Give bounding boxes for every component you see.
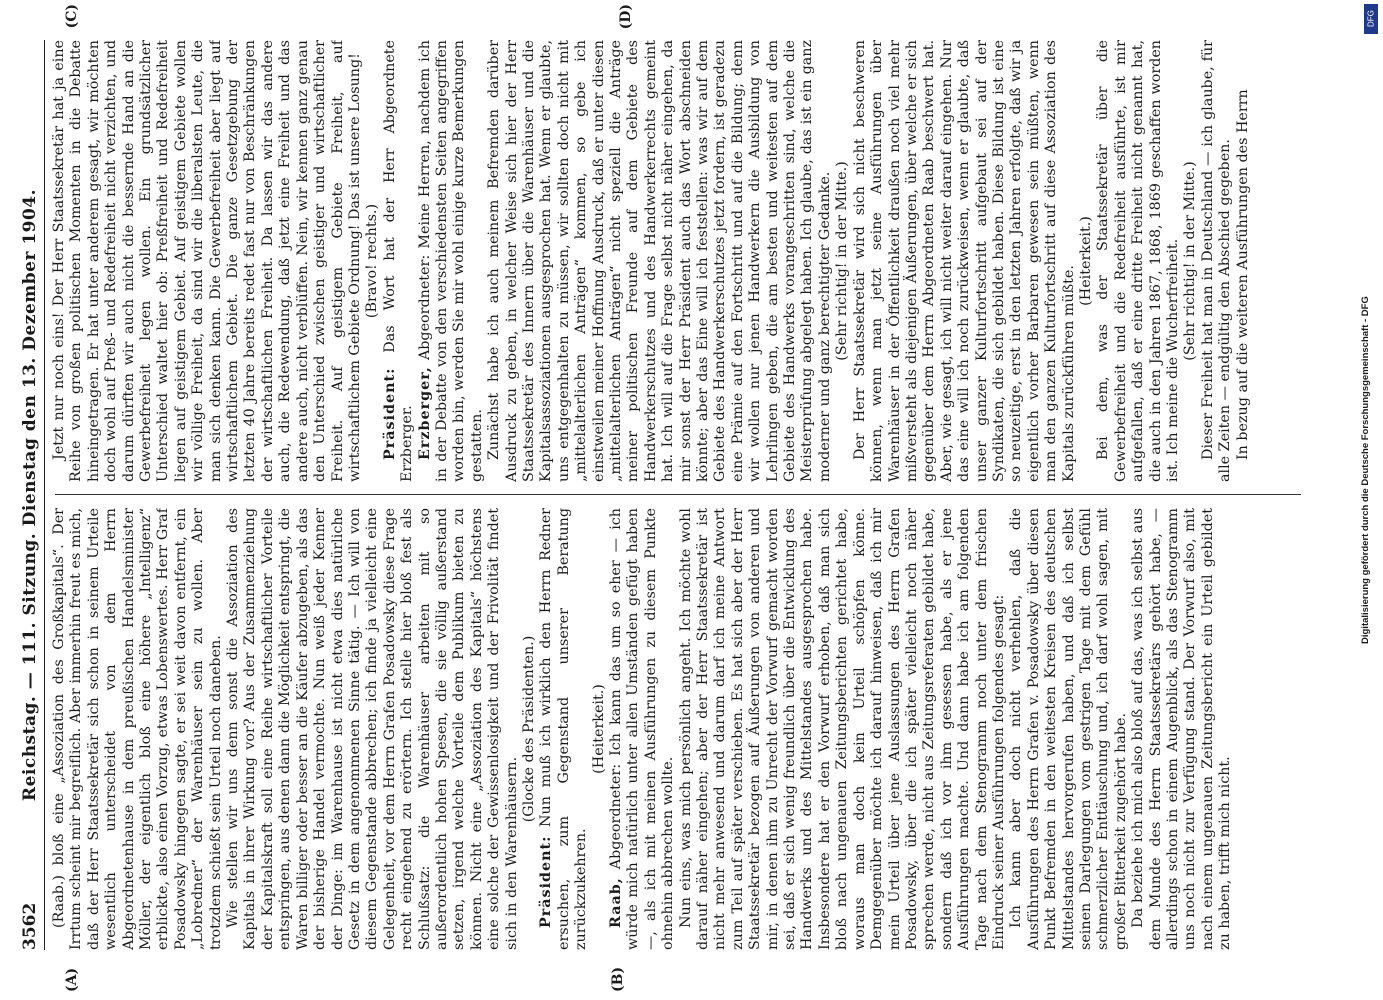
margin-mark-a: (A) (64, 967, 80, 992)
paragraph-text: Bei dem, was der Staatssekretär über die Gewerbefreiheit und die Redefreiheit ausführte, ist mir aufgefallen, daß er eine dritte Freiheit nicht genannt hat, die auch in den Jahren 1867, 1868, 1869 geschaffen worden ist. Ich meine die Wucherfreiheit. (1095, 40, 1181, 482)
paragraph (1182, 40, 1199, 482)
paragraph (1235, 40, 1252, 482)
paragraph-text: (Sehr richtig! in der Mitte.) (834, 161, 851, 361)
paragraph-text: Dieser Freiheit hat man in Deutschland — ich glaube, für alle Zeiten — endgültig den Abschied gegeben. (1199, 40, 1234, 482)
paragraph (521, 508, 538, 950)
paragraph-text: In bezug auf die weiteren Ausführungen des Herrn (1234, 89, 1251, 460)
paragraph (1095, 40, 1182, 482)
paragraph (51, 40, 364, 482)
paragraph-text: Das Wort hat der Herr Abgeordnete Erzberger. (381, 40, 416, 482)
paragraph-text: Wie stellen wir uns denn sonst die Assoziation des Kapitals in ihrer Wirkung vor? Aus der Zusammenziehung der Kapitalskraft soll eine Reihe wirtschaftlicher Vorteile entspringen, aus denen dann die Möglichkeit entspringt, die Waren billiger oder besser an die Käufer abzugeben, als das der bisherige Handel vermochte. Nun weiß jeder Kenner der Dinge: im Warenhause ist nicht etwa dies natürliche Gesetz in dem angenommenen Sinne tätig. — Ich will von diesem Gegenstande abbrechen; ich finde ja vielleicht eine Gelegenheit, vor dem Herrn Grafen Posadowsky diese Frage recht eingehend zu erörtern. Ich stelle hier bloß fest als Schlußsatz: die Warenhäuser arbeiten mit so außerordentlich hohen Spesen, die sie völlig außerstand setzen, irgend welche Vorteile dem Publikum bieten zu können. Nicht eine „Assoziation des Kapitals“ höchstens eine solche der Gewissenlosigkeit und der Frivolität findet sich in den Warenhäusern. (225, 508, 520, 950)
paragraph-text: Zunächst habe ich auch meinem Befremden darüber Ausdruck zu geben, in welcher Weise sich hier der Herr Staatssekretär des Innern über die Warenhäuser und die Kapitalsassoziationen ausgesprochen hat. Wenn er glaubte, uns entgegenhalten zu müssen, wir sollten doch nicht mit „mittelalterlichen Anträgen“ kommen, so gebe ich einstweilen meiner Hoffnung Ausdruck, daß er unter diesen „mittelalterlichen Anträgen“ nicht speziell die Anträge meiner politischen Freunde auf dem Gebiete des Handwerkerschutzes und des Handwerkerrechts gemeint hat. Ich will auf die Frage selbst nicht näher eingehen, da mir sonst der Herr Präsident auch das Wort abschneiden könnte; aber das Eine will ich feststellen: was wir auf dem Gebiete des Handwerkerschutzes jetzt fordern, ist geradezu eine Prämie auf den Fortschritt und auf die Bildung; denn wir wollen nur jenen Handwerkern die Ausbildung von Lehrlingen geben, die am besten und weitesten auf dem Gebiete des Handwerks vorangeschritten sind, welche die Meisterprüfung abgelegt haben. Ich glaube, das ist ein ganz moderner und ganz berechtigter Gedanke. (486, 40, 833, 482)
paragraph-text: Jetzt nur noch eins! Der Herr Staatssekretär hat ja eine Reihe von großen politischen Momenten in die Debatte hineingetragen. Er hat unter anderem gesagt, wir möchten doch wohl auf Preß- und Redefreiheit nicht verzichten, und darum dürften wir auch nicht die bessernde Hand an die Gewerbefreiheit legen wollen. Ein grundsätzlicher Unterschied waltet hier ob: Preßfreiheit und Redefreiheit liegen auf geistigem Gebiet. Auf geistigem Gebiete wollen wir völlige Freiheit, da sind wir die liberalsten Leute, die man sich denken kann. Die Gewerbefreiheit aber liegt auf wirtschaftlichem Gebiet. Die ganze Gesetzgebung der letzten 40 Jahre bereits redet fast nur von Beschränkungen der wirtschaftlichen Freiheit. Da lassen wir das andere auch, die Redewendung, daß jetzt eine Freiheit und das andere auch, nicht verblüffen. Nein, wir kennen ganz genau den Unterschied zwischen geistiger und wirtschaftlicher Freiheit. Auf geistigem Gebiete Freiheit, auf wirtschaftlichem Gebiete Ordnung! Das ist unsere Losung! (51, 40, 363, 482)
paragraph (417, 40, 487, 482)
paragraph (678, 508, 1009, 950)
paragraph (538, 508, 590, 950)
paragraph (364, 40, 381, 482)
page-header (14, 40, 45, 950)
paragraph-text: (Bravo! rechts.) (364, 203, 381, 319)
margin-mark-b: (B) (610, 966, 626, 992)
paragraph (591, 508, 608, 950)
paragraph (486, 40, 834, 482)
column-divider (55, 494, 1301, 495)
paragraph-text: (Sehr richtig! in der Mitte.) (1182, 161, 1199, 361)
paragraph (1078, 40, 1095, 482)
paragraph-text: (Heiterkeit.) (1077, 216, 1094, 306)
paragraph (1130, 508, 1234, 950)
paragraph-text: Da beziehe ich mich also bloß auf das, was ich selbst aus dem Munde des Herrn Staatssekretärs gehört habe, — allerdings schon in einem Augenblick, als das Stenogramm uns noch nicht zur Verfügung stand. Der Vorwurf also, mit nach einem ungenauen Zeitungsbericht ein Urteil gebildet zu haben, trifft mich nicht. (1130, 508, 1234, 950)
page-number: 3562 (20, 902, 40, 950)
margin-mark-d: (D) (618, 4, 634, 30)
paragraph (51, 508, 225, 950)
paragraph-text: Abgeordneter: Meine Herren, nachdem ich in der Debatte von den verschiedensten Seiten angegriffen worden bin, werden Sie mir wohl einige kurze Bemerkungen gestatten. (416, 40, 485, 482)
speaker-name: Raab, (608, 877, 624, 928)
digitization-note (1354, 4, 1378, 644)
paragraph-text: Abgeordneter: Ich kann das um so eher — ich würde mich natürlich unter allen Umständen gefügt haben —, als ich mit meinen Ausführungen zu diesem Punkte ohnehin abbrechen wollte. (608, 508, 677, 950)
footer-note: Digitalisierung gefördert durch die Deutsche Forschungsgemeinschaft - DFG (1360, 296, 1371, 644)
paragraph (382, 40, 417, 482)
paragraph-text: (Raab.) bloß eine „Assoziation des Großkapitals“. Der Irrtum scheint mir begreiflich. Aber immerhin freut es mich, daß der Herr Staatssekretär sich schon in seinem Urteile wesentlich unterscheidet von dem Herrn Abgeordnetenhause in dem preußischen Handelsminister Möller, der eigentlich bloß eine höhere „Intelligenz“ erblickte, also einen Vorzug, etwas Lobenswertes. Herr Graf Posadowsky hingegen sagte, er sei weit davon entfernt, ein „Lobredner“ der Warenhäuser sein zu wollen. Aber trotzdem schießt sein Urteil noch daneben. (51, 508, 224, 950)
speaker-name: Erzberger, (416, 366, 433, 460)
right-column (51, 40, 1301, 482)
paragraph (1008, 508, 1130, 950)
speaker-name: Präsident: (381, 367, 398, 460)
margin-mark-c: (C) (64, 4, 80, 29)
paragraph (852, 40, 1078, 482)
paragraph-text: Ich kann aber doch nicht verhehlen, daß die Ausführungen des Herrn Grafen v. Posadowsky über diesen Punkt Befremden in den weitesten Kreisen des deutschen Mittelstandes hervorgerufen haben, und daß ich selbst seinen Darlegungen vom gestrigen Tage mit dem Gefühl schmerzlicher Enttäuschung und, ich darf wohl sagen, mit großer Bitterkeit zugehört habe. (1008, 508, 1129, 950)
page-title: Reichstag. — 111. Sitzung. Dienstag den 13. Dezember 1904. (20, 188, 40, 802)
speaker-name: Präsident: (538, 835, 555, 928)
paragraph (225, 508, 521, 950)
left-column (51, 508, 1301, 950)
text-columns (51, 40, 1301, 950)
paragraph-text: (Glocke des Präsidenten.) (520, 635, 537, 823)
paragraph-text: (Heiterkeit.) (590, 684, 607, 774)
paragraph (834, 40, 851, 482)
paragraph-text: Der Herr Staatssekretär wird sich nicht beschweren können, wenn man jetzt seine Ausführungen über Warenhäuser in der Öffentlichkeit draußen noch viel mehr mißversteht als diejenigen Äußerungen, über welche er sich gegenüber dem Herrn Abgeordneten Raab beschwert hat. Aber, wie gesagt, ich will nicht weiter darauf eingehen. Nur das eine will ich noch zurückweisen, wenn er glaubte, daß unser ganzer Kulturfortschritt aufgebaut sei auf der Syndikaten, die sich gebildet haben. Diese Bildung ist eine so neuzeitige, erst in den letzten Jahren erfolgte, daß wir ja eigentlich vorher Barbaren gewesen sein müßten, wenn man den ganzen Kulturfortschritt auf diese Assoziation des Kapitals zurückführen müßte. (851, 40, 1077, 482)
paragraph-text: Nun eins, was mich persönlich angeht. Ich möchte wohl darauf näher eingehen; aber der Herr Staatssekretär ist nicht mehr anwesend und darum darf ich meine Antwort zum Teil auf später verschieben. Es hat sich aber der Herr Staatssekretär bezogen auf Äußerungen von anderen und mir, in denen ihm zu Unrecht der Vorwurf gemacht worden sei, daß er sich wenig freundlich über die Entwicklung des Handwerks und des Mittelstandes ausgesprochen habe. Insbesondere hat er den Vorwurf erhoben, daß man sich bloß nach ungenauen Zeitungsberichten gerichtet habe, woraus man doch kein Urteil schöpfen könne. Demgegenüber möchte ich darauf hinweisen, daß ich mir mein Urteil über jene Auslassungen des Herrn Grafen Posadowsky, über die ich später vielleicht noch näher sprechen werde, nicht aus Zeitungsreferaten gebildet habe, sondern daß ich vor ihm gesessen habe, als er jene Ausführungen machte. Und dann habe ich am folgenden Tage nach dem Stenogramm noch unter dem frischen Eindruck seiner Ausführungen folgendes gesagt: (677, 508, 1007, 950)
paragraph (1200, 40, 1235, 482)
dfg-logo-icon: DFG (1364, 4, 1378, 34)
paragraph (608, 508, 678, 950)
paragraph-text: Nun muß ich wirklich den Herrn Redner ersuchen, zum Gegenstand unserer Beratung zurückzukehren. (538, 508, 590, 950)
